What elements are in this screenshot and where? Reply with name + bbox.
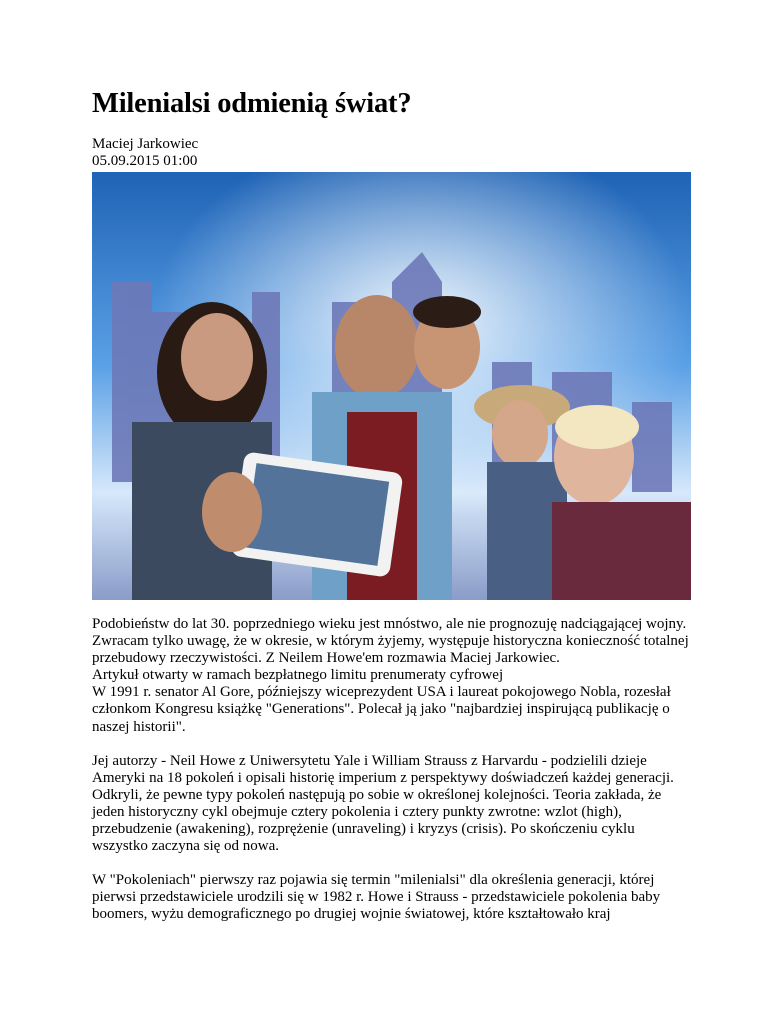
article-paragraph: W 1991 r. senator Al Gore, późniejszy wiceprezydent USA i laureat pokojowego Nobla, rozesłał członkom Kongresu książkę "Generations". Polecał ją jako "najbardziej inspirującą publikację o naszej historii". xyxy=(92,684,671,735)
article-lead: Podobieństw do lat 30. poprzedniego wieku jest mnóstwo, ale nie prognozuję nadciągającej wojny. Zwracam tylko uwagę, że w okresie, w którym żyjemy, występuje historyczna konieczność totalnej przebudowy rzeczywistości. Z Neilem Howe'em rozmawia Maciej Jarkowiec. xyxy=(92,616,689,667)
article-paragraph: Jej autorzy - Neil Howe z Uniwersytetu Yale i William Strauss z Harvardu - podzielili dzieje Ameryki na 18 pokoleń i opisali historię imperium z perspektywy doświadczeń każdej generacji. Odkryli, że pewne typy pokoleń następują po sobie w określonej kolejności. Teoria zakłada, że jeden historyczny cykl obejmuje cztery pokolenia i cztery punkty zwrotne: wzlot (high), przebudzenie (awakening), rozprężenie (unraveling) i kryzys (crisis). Po skończeniu cyklu wszystko zaczyna się od nowa. xyxy=(92,752,674,855)
article-body xyxy=(92,616,692,924)
article-meta xyxy=(92,136,692,170)
article-author: Maciej Jarkowiec xyxy=(92,136,199,152)
article-date: 05.09.2015 01:00 xyxy=(92,153,198,169)
article-paragraph: W "Pokoleniach" pierwszy raz pojawia się termin "milenialsi" dla określenia generacji, której pierwsi przedstawiciele urodzili się w 1982 r. Howe i Strauss - przedstawiciele pokolenia baby boomers, wyżu demograficznego po drugiej wojnie światowej, które kształtowało kraj xyxy=(92,872,661,923)
paragraph-spacer xyxy=(92,736,692,753)
article-title: Milenialsi odmienią świat? xyxy=(92,88,412,119)
article xyxy=(92,86,692,924)
subscription-note: Artykuł otwarty w ramach bezpłatnego limitu prenumeraty cyfrowej xyxy=(92,667,504,684)
article-photo xyxy=(92,172,691,600)
paragraph-spacer xyxy=(92,855,692,872)
